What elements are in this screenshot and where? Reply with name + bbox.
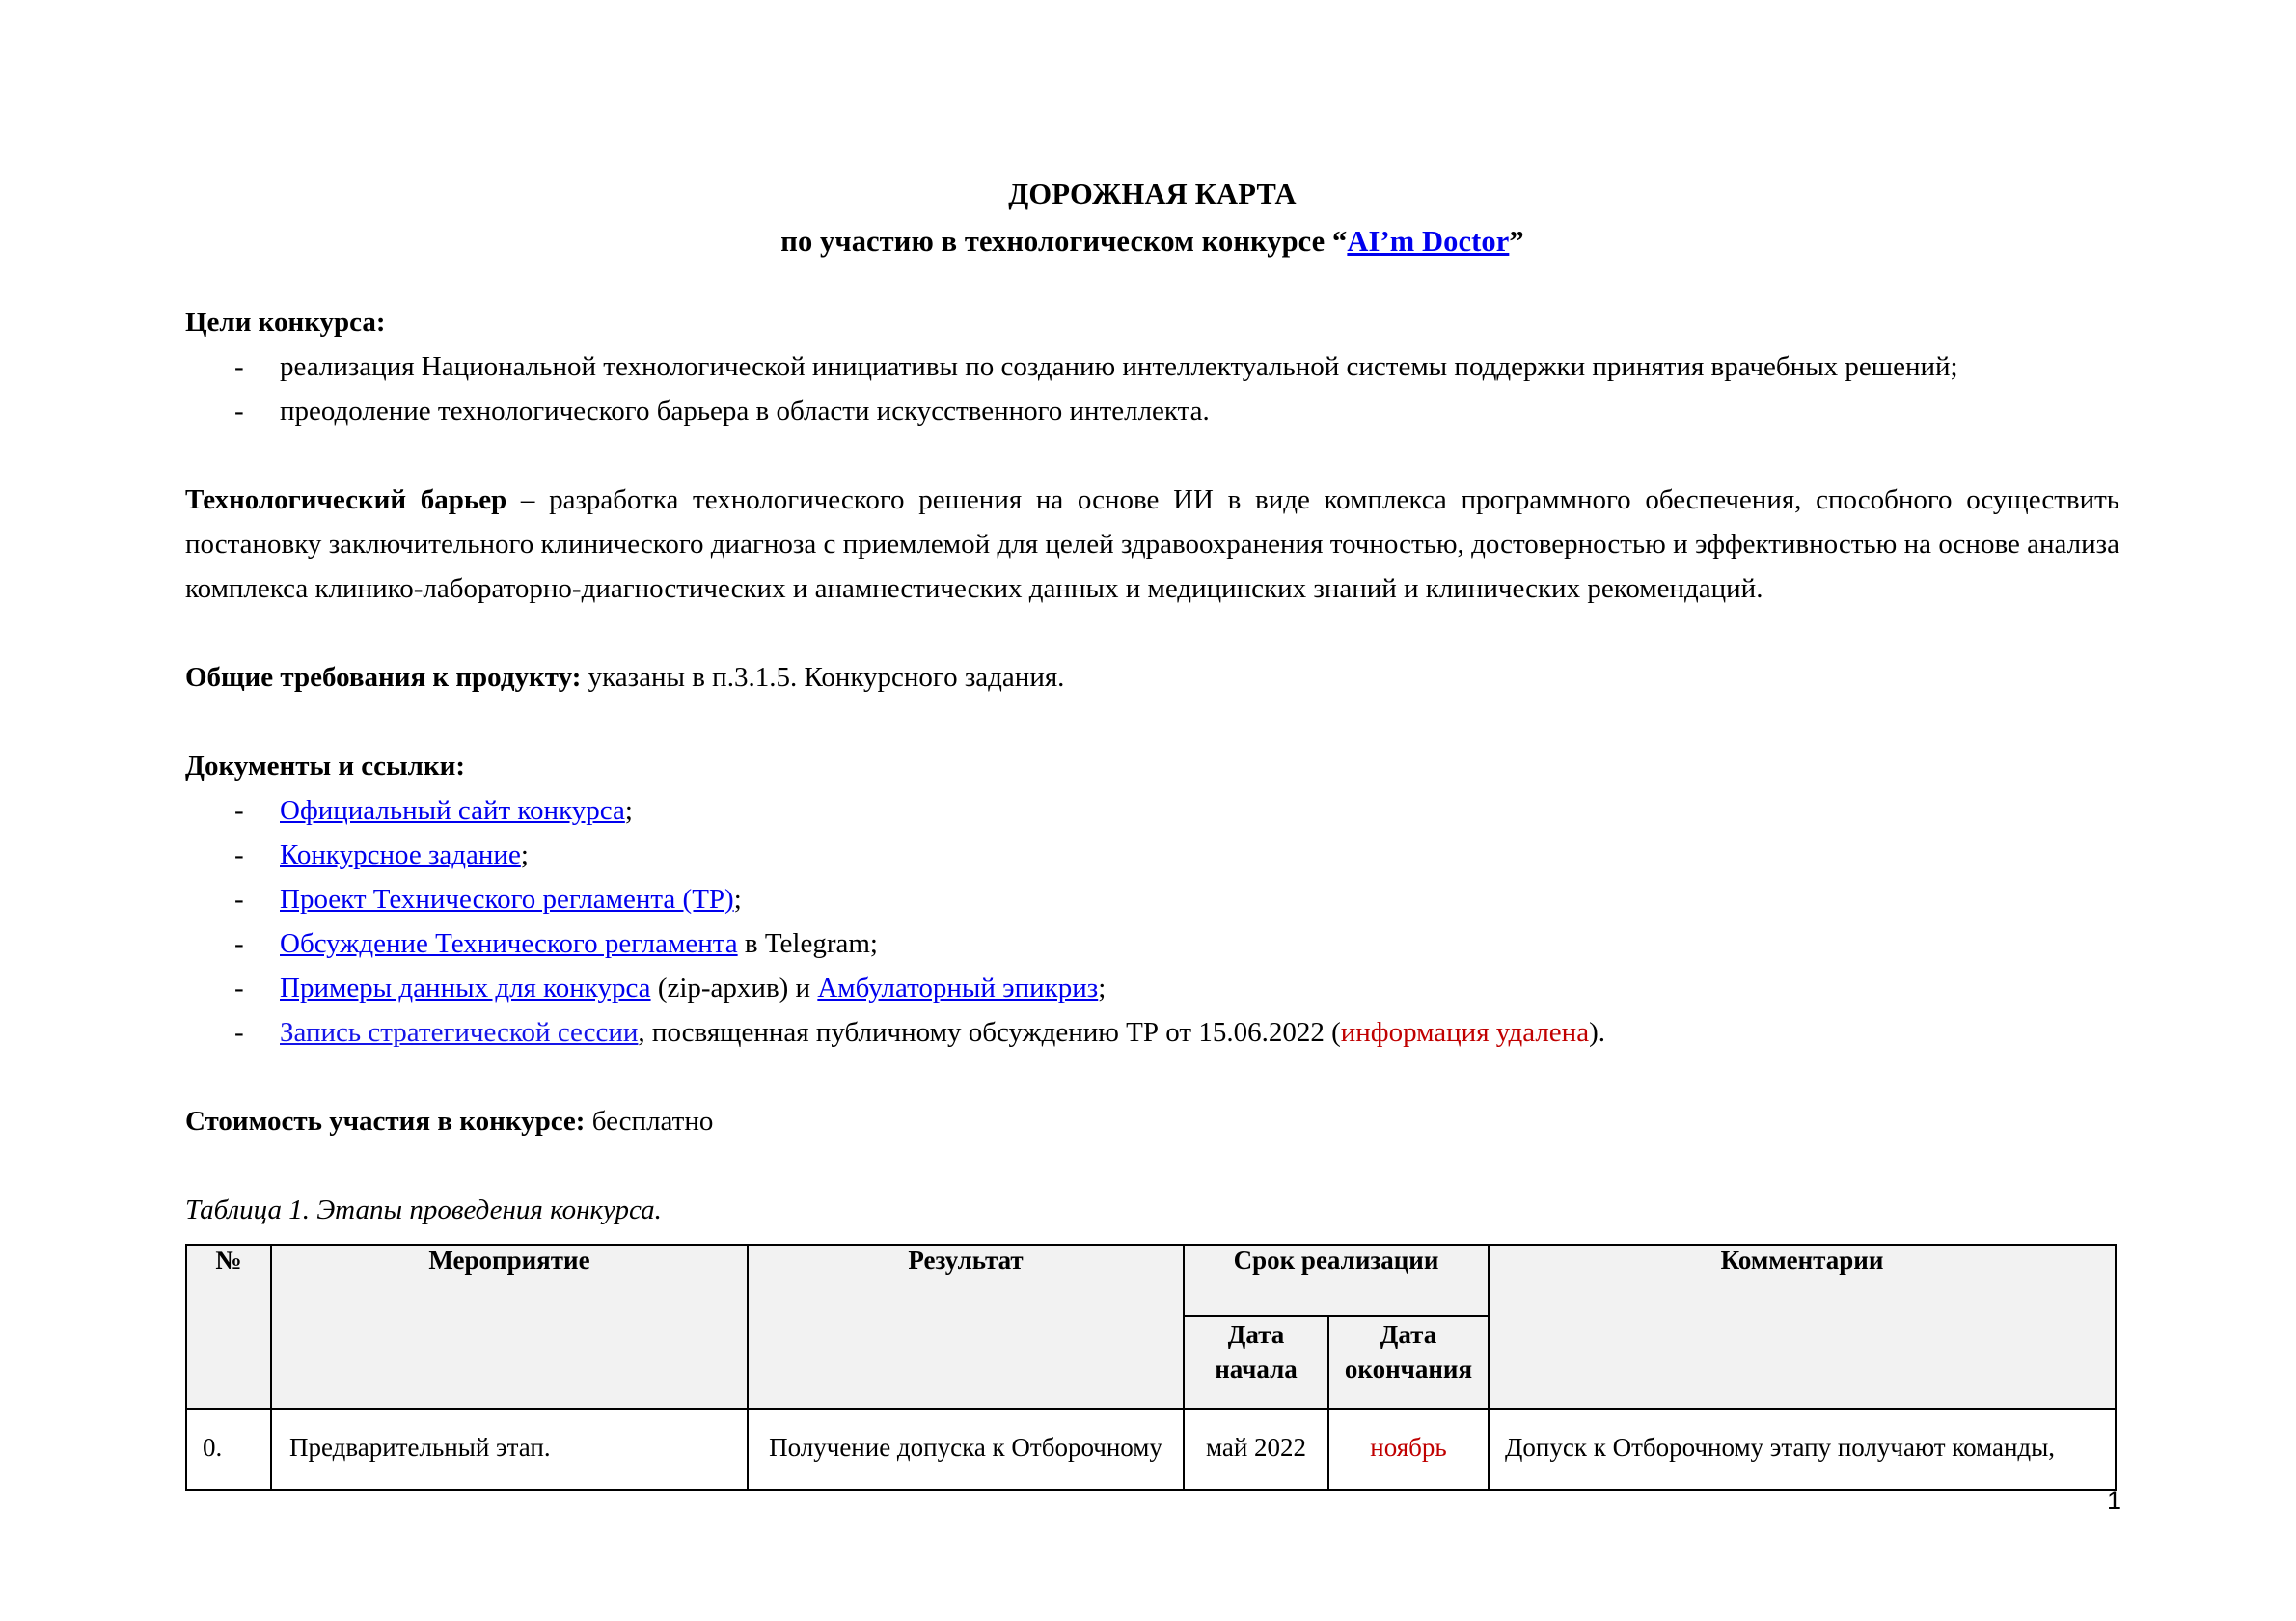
subtitle-suffix: ”: [1509, 224, 1524, 258]
cell-date-end: ноябрь: [1328, 1409, 1489, 1490]
page-title: ДОРОЖНАЯ КАРТА: [1008, 178, 1297, 210]
stages-table: [185, 1244, 2117, 1491]
header-term: Срок реализации: [1184, 1245, 1489, 1316]
list-item: [185, 966, 2119, 1010]
dash-bullet: -: [234, 351, 244, 382]
cell-number: 0.: [186, 1409, 271, 1490]
official-site-link[interactable]: Официальный сайт конкурса: [280, 795, 625, 826]
link-suffix: ;: [520, 839, 529, 870]
list-item: [185, 833, 2119, 877]
cell-measure: Предварительный этап.: [271, 1409, 748, 1490]
list-item: [185, 344, 2119, 389]
barrier-label: Технологический барьер: [185, 484, 507, 515]
spacer: [185, 433, 2119, 478]
table-body: [186, 1409, 2116, 1490]
table-caption: Таблица 1. Этапы проведения конкурса.: [185, 1195, 662, 1225]
list-item: [185, 1010, 2119, 1055]
contest-task-link[interactable]: Конкурсное задание: [280, 839, 521, 870]
link-suffix: в Telegram;: [737, 928, 878, 959]
requirements-label: Общие требования к продукту:: [185, 662, 582, 693]
title-block: [185, 0, 2119, 256]
cost-label: Стоимость участия в конкурсе:: [185, 1106, 586, 1137]
link-suffix-2: ;: [1098, 973, 1107, 1003]
goals-item-text: реализация Национальной технологической инициативы по созданию интеллектуальной системы поддержки принятия врачебных решений;: [280, 351, 1958, 382]
subtitle-prefix: по участию в технологическом конкурсе “: [780, 224, 1348, 258]
dash-bullet: -: [234, 396, 244, 426]
documents-heading: Документы и ссылки:: [185, 751, 466, 782]
page-subtitle: [185, 224, 2119, 258]
dash-bullet: -: [234, 973, 244, 1003]
goals-item-text: преодоление технологического барьера в области искусственного интеллекта.: [280, 396, 1210, 426]
dash-bullet: -: [234, 839, 244, 870]
header-number: №: [186, 1245, 271, 1409]
header-measure: Мероприятие: [271, 1245, 748, 1409]
spacer: [185, 700, 2119, 744]
header-comments: Комментарии: [1489, 1245, 2116, 1409]
list-item: [185, 389, 2119, 433]
strategy-session-record-link[interactable]: Запись стратегической сессии: [280, 1017, 639, 1048]
page-number: 1: [2106, 1486, 2121, 1515]
list-item: [185, 877, 2119, 921]
goals-list: [185, 344, 2119, 433]
cell-result: Получение допуска к Отборочному: [748, 1409, 1184, 1490]
spacer: [185, 611, 2119, 655]
spacer: [185, 1055, 2119, 1099]
table-row: [186, 1409, 2116, 1490]
dash-bullet: -: [234, 884, 244, 915]
link-suffix: , посвященная публичному обсуждению ТР от 15.06.2022 (: [638, 1017, 1341, 1048]
table-header-row-main: [186, 1245, 2116, 1316]
barrier-text: – разработка технологического решения на основе ИИ в виде комплекса программного обеспечения, способного осуществить постановку заключительного клинического диагноза с приемлемой для целей здравоохранения точностью, достоверностью и эффективностью на основе анализа комплекса клинико-лабораторно-диагностических и анамнестических данных и медицинских знаний и клинических рекомендаций.: [185, 484, 2119, 604]
cell-date-start: май 2022: [1184, 1409, 1328, 1490]
dash-bullet: -: [234, 928, 244, 959]
link-suffix-2: ).: [1589, 1017, 1605, 1048]
technical-regulation-discussion-link[interactable]: Обсуждение Технического регламента: [280, 928, 738, 959]
link-suffix: (zip-архив) и: [650, 973, 818, 1003]
ambulatory-epicrisis-link[interactable]: Амбулаторный эпикриз: [817, 973, 1099, 1003]
dash-bullet: -: [234, 795, 244, 826]
cell-comments: Допуск к Отборочному этапу получают команды,: [1489, 1409, 2116, 1490]
header-result: Результат: [748, 1245, 1184, 1409]
dash-bullet: -: [234, 1017, 244, 1048]
spacer: [185, 1143, 2119, 1188]
barrier-paragraph: [185, 478, 2119, 611]
cost-text: бесплатно: [585, 1106, 714, 1137]
information-removed-note: информация удалена: [1340, 1017, 1590, 1048]
table-header: [186, 1245, 2116, 1409]
goals-heading: Цели конкурса:: [185, 307, 386, 338]
list-item: [185, 921, 2119, 966]
header-date-start: Дата начала: [1184, 1316, 1328, 1409]
documents-list: [185, 788, 2119, 1055]
spacer: [185, 256, 2119, 300]
list-item: [185, 788, 2119, 833]
link-suffix: ;: [733, 884, 742, 915]
data-samples-link[interactable]: Примеры данных для конкурса: [280, 973, 651, 1003]
cost-paragraph: [185, 1099, 2119, 1143]
aim-doctor-link[interactable]: AI’m Doctor: [1347, 224, 1510, 258]
technical-regulation-draft-link[interactable]: Проект Технического регламента (ТР): [280, 884, 734, 915]
requirements-paragraph: [185, 655, 2119, 700]
document-content: [185, 0, 2119, 1491]
header-date-end: Дата окончания: [1328, 1316, 1489, 1409]
link-suffix: ;: [624, 795, 633, 826]
requirements-text: указаны в п.3.1.5. Конкурсного задания.: [581, 662, 1065, 693]
